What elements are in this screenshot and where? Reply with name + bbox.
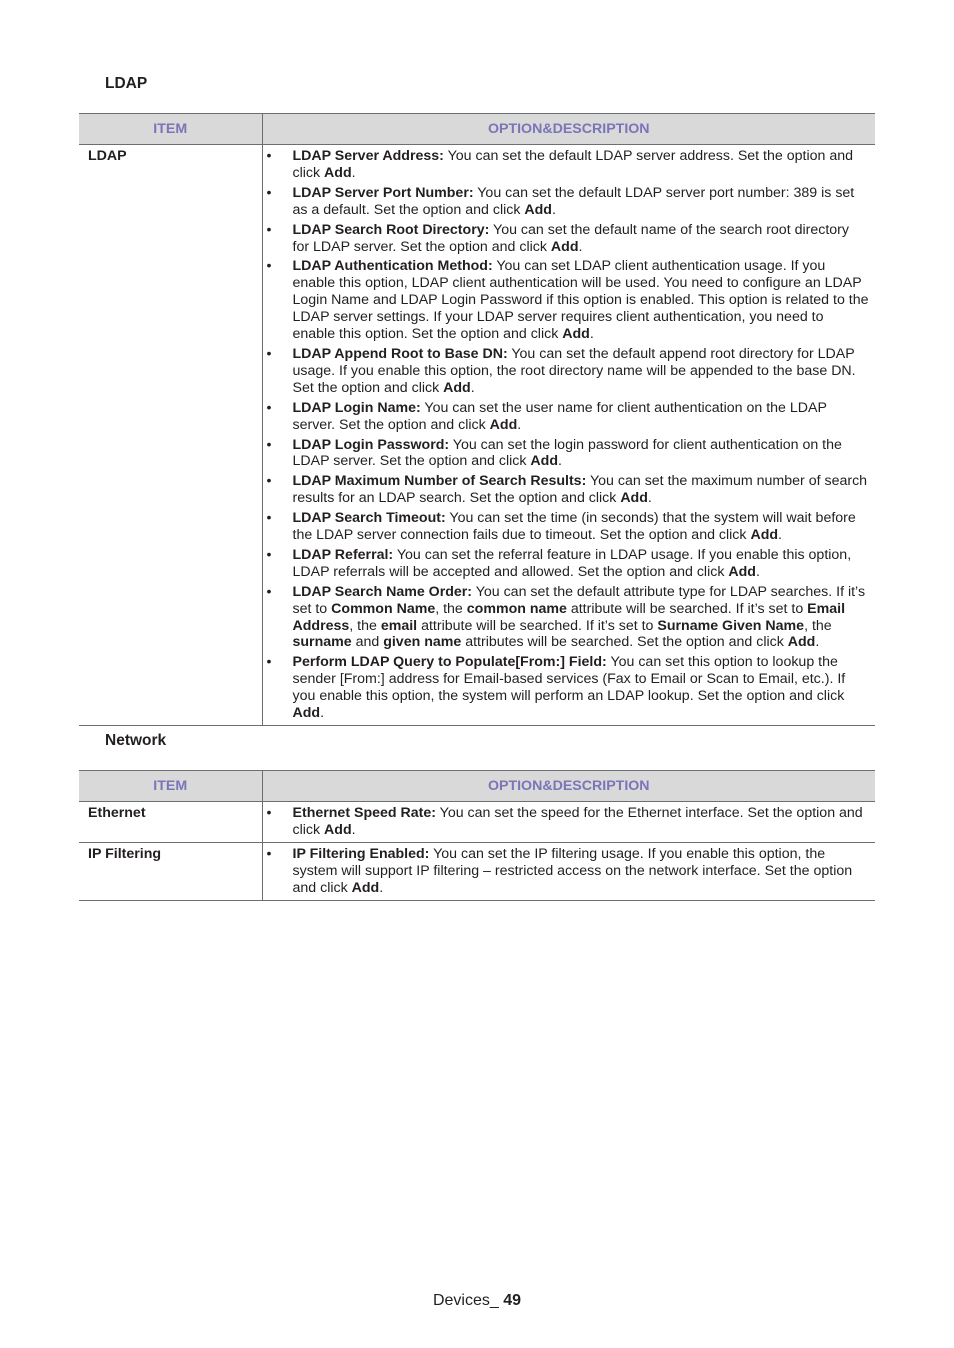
option-name: LDAP Search Root Directory: <box>292 221 490 238</box>
item-cell: LDAP <box>79 145 262 726</box>
add-label: Add <box>562 326 590 343</box>
add-label: Add <box>530 453 558 470</box>
option-name: LDAP Append Root to Base DN: <box>292 345 508 362</box>
column-header-item: ITEM <box>79 114 262 145</box>
bullet-icon: • <box>266 148 272 164</box>
section-title-ldap: LDAP <box>105 75 148 92</box>
add-label: Add <box>351 879 380 896</box>
ldap-table <box>79 113 875 726</box>
bullet-icon: • <box>266 546 272 563</box>
table-row <box>79 842 875 900</box>
option-list <box>263 805 870 839</box>
option-name: LDAP Server Port Number: <box>292 184 474 201</box>
table-header-row <box>79 771 875 802</box>
option-item: • Perform LDAP Query to Populate[From:] Field: You can set this option to lookup the sender [From:] address for Email-based services (Fax to Email or Scan to Email, etc.). If you enable this option, the system will perform an LDAP lookup. Set the option and click Add. <box>266 654 846 722</box>
option-name: LDAP Authentication Method: <box>292 258 493 275</box>
option-item: • LDAP Server Port Number: You can set the default LDAP server port number: 389 is set as a default. Set the option and click Add. <box>266 184 855 218</box>
option-item: • LDAP Login Password: You can set the login password for client authentication on the LDAP server. Set the option and click Add. <box>266 436 842 470</box>
bullet-icon: • <box>266 510 272 527</box>
option-name: Ethernet Speed Rate: <box>292 805 436 821</box>
add-label: Add <box>750 527 779 544</box>
option-name: Perform LDAP Query to Populate[From:] Field: <box>292 654 607 671</box>
add-label: Add <box>443 379 471 396</box>
option-name: LDAP Login Name: <box>292 399 421 416</box>
option-list <box>263 148 870 722</box>
description-cell <box>262 802 875 843</box>
section-title-network: Network <box>105 732 167 749</box>
add-label: Add <box>292 705 321 722</box>
footer-section-label: Devices_ <box>432 1292 504 1309</box>
option-name: LDAP Login Password: <box>292 436 450 453</box>
option-name: LDAP Referral: <box>292 546 394 563</box>
column-header-item: ITEM <box>79 771 262 802</box>
page-number: 49 <box>503 1292 522 1309</box>
bullet-icon: • <box>266 221 272 238</box>
option-item: • LDAP Server Address: You can set the default LDAP server address. Set the option and click Add. <box>266 148 853 181</box>
bullet-icon: • <box>266 436 272 453</box>
option-item: • LDAP Append Root to Base DN: You can set the default append root directory for LDAP usage. If you enable this option, the root directory name will be appended to the base DN. Set the option and click Add. <box>266 345 856 396</box>
option-item: • IP Filtering Enabled: You can set the IP filtering usage. If you enable this option, the system will support IP filtering – restricted access on the network interface. Set the option and click Add. <box>266 845 853 896</box>
option-item: • LDAP Login Name: You can set the user name for client authentication on the LDAP server. Set the option and click Add. <box>266 399 827 433</box>
option-item: • LDAP Referral: You can set the referral feature in LDAP usage. If you enable this option, LDAP referrals will be accepted and allowed. Set the option and click Add. <box>266 546 852 580</box>
bullet-icon: • <box>266 184 272 201</box>
option-list <box>263 846 870 897</box>
page-footer <box>0 1292 954 1310</box>
item-cell: IP Filtering <box>79 842 262 900</box>
option-item: • LDAP Search Timeout: You can set the time (in seconds) that the system will wait before the LDAP server connection fails due to timeout. Set the option and click Add. <box>266 510 856 544</box>
description-cell <box>262 842 875 900</box>
add-label: Add <box>787 634 816 651</box>
option-item: • LDAP Maximum Number of Search Results: You can set the maximum number of search results for an LDAP search. Set the option and click Add. <box>266 473 868 507</box>
option-name: LDAP Search Name Order: <box>292 583 473 600</box>
column-header-option-description: OPTION&DESCRIPTION <box>262 114 875 145</box>
add-label: Add <box>728 563 756 580</box>
item-cell: Ethernet <box>79 802 262 843</box>
option-name: LDAP Search Timeout: <box>292 510 446 527</box>
table-header-row <box>79 114 875 145</box>
option-item: • Ethernet Speed Rate: You can set the speed for the Ethernet interface. Set the option and click Add. <box>266 805 863 838</box>
option-item: • LDAP Search Root Directory: You can set the default name of the search root directory for LDAP server. Set the option and click Add. <box>266 221 849 255</box>
bullet-icon: • <box>266 399 272 416</box>
network-table <box>79 770 875 901</box>
bullet-icon: • <box>266 805 272 821</box>
table-row <box>79 802 875 843</box>
bullet-icon: • <box>266 583 272 600</box>
add-label: Add <box>620 490 648 507</box>
bullet-icon: • <box>266 473 272 490</box>
column-header-option-description: OPTION&DESCRIPTION <box>262 771 875 802</box>
option-item: • LDAP Search Name Order: You can set the default attribute type for LDAP searches. If it’s set to Common Name, the common name attribute will be searched. If it’s set to Email Address, the email attribute will be searched. If it’s set to Surname Given Name, the surname and given name attributes will be searched. Set the option and click Add. <box>266 583 866 651</box>
option-name: LDAP Server Address: <box>292 148 444 164</box>
table-row <box>79 145 875 726</box>
bullet-icon: • <box>266 345 272 362</box>
bullet-icon: • <box>266 654 272 671</box>
add-label: Add <box>324 821 352 838</box>
add-label: Add <box>489 416 518 433</box>
bullet-icon: • <box>266 845 272 862</box>
bullet-icon: • <box>266 258 272 275</box>
option-name: IP Filtering Enabled: <box>292 845 430 862</box>
option-name: LDAP Maximum Number of Search Results: <box>292 473 587 490</box>
option-item: • LDAP Authentication Method: You can set LDAP client authentication usage. If you enable this option, LDAP client authentication will be used. You need to configure an LDAP Login Name and LDAP Login Password if this option is enabled. This option is related to the LDAP server settings. If your LDAP server requires client authentication, you need to enable this option. Set the option and click Add. <box>266 258 869 343</box>
description-cell <box>262 145 875 726</box>
